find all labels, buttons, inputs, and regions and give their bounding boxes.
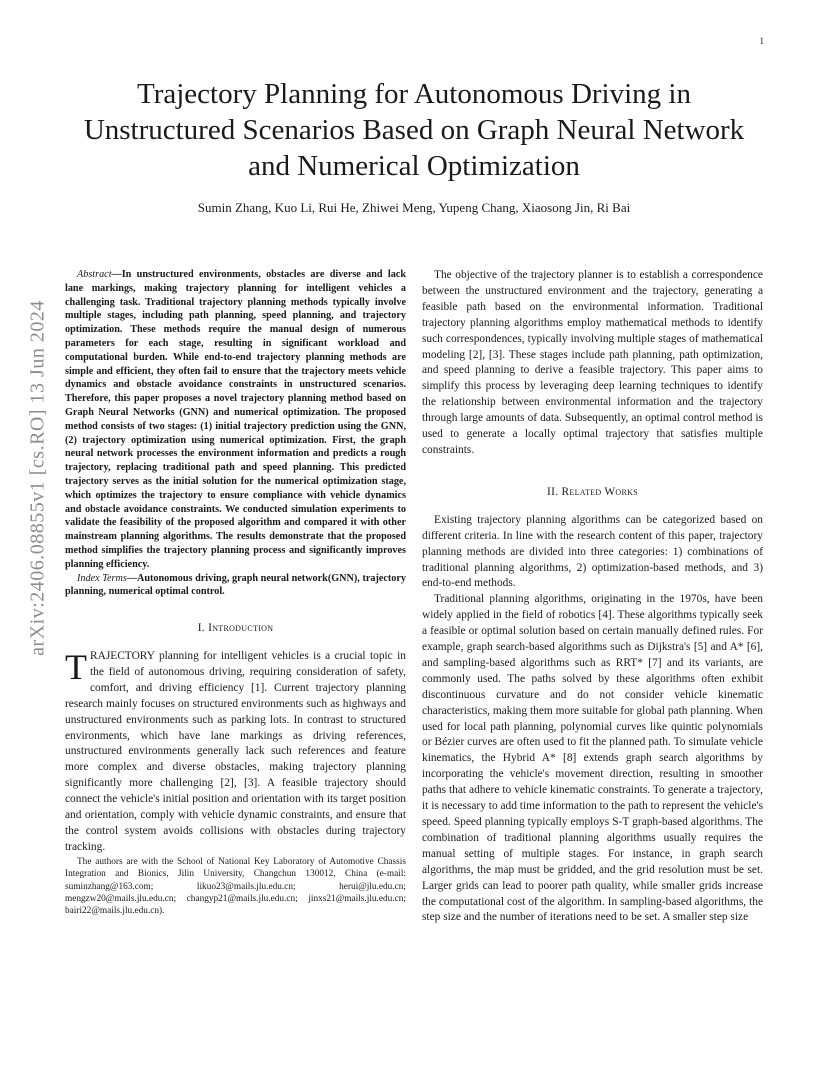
section-title: Introduction <box>208 622 274 635</box>
author-affiliation-footnote: The authors are with the School of National Key Laboratory of Automotive Chassis Integration and Bionics, Jilin University, Changchun 130012, China (e-mail: suminzhang@163.com; likuo23@mails.jlu.edu.cn; herui@jlu.edu.cn; mengzw20@mails.jlu.edu.cn; changyp21@mails.jlu.edu.cn; jinxs21@mails.jlu.edu.cn; bairi22@mails.jlu.edu.cn). <box>65 856 406 917</box>
introduction-body <box>65 649 406 856</box>
index-terms-text: —Autonomous driving, graph neural network(GNN), trajectory planning, numerical optimal control. <box>65 572 406 598</box>
drop-cap: T <box>65 647 87 688</box>
body-paragraph: Traditional planning algorithms, originating in the 1970s, have been widely applied in the field of robotics [4]. These algorithms typically seek a feasible or optimal solution based on certain manually defined rules. For example, graph search-based algorithms such as Dijkstra's [5] and A* [6], and sampling-based algorithms such as RRT* [7] and its variants, are commonly used. The paths solved by these algorithms often exhibit discontinuous curvature and do not consider vehicle kinematic characteristics, making them more suitable for global path planning. When used for local path planning, polynomial curves like quintic polynomials or Bézier curves are often used to fit the planned path. To simulate vehicle kinematics, the Hybrid A* [8] extends graph search algorithms by incorporating the vehicle's movement direction, resulting in smoother paths that adhere to vehicle kinematic constraints. To generate a trajectory, it is necessary to add time information to the path to represent the vehicle's speed. Speed planning typically employs S-T graph-based algorithms. The combination of traditional planning algorithms usually requires the manual setting of multiple stages. For instance, in graph search algorithms, the map must be gridded, and the grid resolution must be set. Larger grids can lead to poorer path quality, while smaller grids increase the computational cost of the algorithm. In sampling-based algorithms, the step size and the number of iterations need to be set. A smaller step size <box>422 593 763 924</box>
abstract-lead: Abstract <box>77 269 112 280</box>
section-number: II. <box>547 485 559 498</box>
abstract-text: —In unstructured environments, obstacles are diverse and lack lane markings, making trajectory planning for intelligent vehicles a challenging task. Traditional trajectory planning methods typically involve multiple stages, including path planning, speed planning, and trajectory optimization. These methods require the manual design of numerous parameters for each stage, resulting in significant workload and computational burden. While end-to-end trajectory planning methods are simple and efficient, they often fail to ensure that the trajectory meets vehicle dynamics and obstacle avoidance constraints in unstructured scenarios. Therefore, this paper proposes a novel trajectory planning method based on Graph Neural Networks (GNN) and numerical optimization. The proposed method consists of two stages: (1) initial trajectory prediction using the GNN, (2) trajectory optimization using numerical optimization. First, the graph neural network processes the environment information and predicts a rough trajectory, replacing traditional path and speed planning. This predicted trajectory serves as the initial solution for the numerical optimization stage, which optimizes the trajectory to ensure compliance with vehicle dynamics and obstacle avoidance constraints. We conducted simulation experiments to validate the feasibility of the proposed algorithm and compared it with other mainstream planning algorithms. The results demonstrate that the proposed method simplifies the trajectory planning process and significantly improves planning efficiency. <box>65 269 406 570</box>
section-heading-introduction <box>65 621 406 637</box>
introduction-paragraph: RAJECTORY planning for intelligent vehicles is a crucial topic in the field of autonomous driving, requiring consideration of safety, comfort, and driving efficiency [1]. Current trajectory planning research mainly focuses on structured environments such as highways and unstructured environments such as parking lots. In contrast to structured environments, which have lane markings as driving references, unstructured environments generally lack such references and feature more complex and diverse obstacles, making trajectory planning significantly more challenging [2], [3]. A feasible trajectory should connect the vehicle's initial position and orientation with its target position and orientation, comply with vehicle dynamic constraints, and ensure that the control system avoids collisions with obstacles during trajectory tracking. <box>65 650 406 853</box>
paper-title: Trajectory Planning for Autonomous Driving in Unstructured Scenarios Based on Graph Neural Network and Numerical Optimization <box>83 78 745 182</box>
index-terms-lead: Index Terms <box>77 572 127 584</box>
right-column <box>422 268 763 926</box>
arxiv-stamp: arXiv:2406.08855v1 [cs.RO] 13 Jun 2024 <box>26 300 49 656</box>
left-column <box>65 268 406 918</box>
page-number: 1 <box>759 36 764 46</box>
author-list: Sumin Zhang, Kuo Li, Rui He, Zhiwei Meng, Yupeng Chang, Xiaosong Jin, Ri Bai <box>197 200 631 215</box>
abstract <box>65 268 406 572</box>
section-heading-related-works <box>422 485 763 501</box>
body-paragraph: Existing trajectory planning algorithms can be categorized based on different criteria. In line with the research content of this paper, trajectory planning methods are divided into three categories: 1) combinations of traditional planning algorithms, 2) optimization-based methods, and 3) end-to-end methods. <box>422 513 763 590</box>
index-terms <box>65 572 406 600</box>
section-number: I. <box>197 622 205 635</box>
body-paragraph: The objective of the trajectory planner is to establish a correspondence between the unstructured environment and the trajectory, generating a feasible path based on the environmental information. Traditional trajectory planning algorithms employ mathematical methods to identify such correspondences, typically involving multiple stages of mathematical modeling [2], [3]. These stages include path planning, path optimization, and speed planning to derive a feasible trajectory. This paper aims to simplify this process by leveraging deep learning techniques to identify the relationship between environmental information and the trajectory through large amounts of data. Subsequently, an optimal control method is used to generate a locally optimal trajectory that satisfies multiple constraints. <box>422 269 763 456</box>
section-title: Related Works <box>561 485 638 498</box>
